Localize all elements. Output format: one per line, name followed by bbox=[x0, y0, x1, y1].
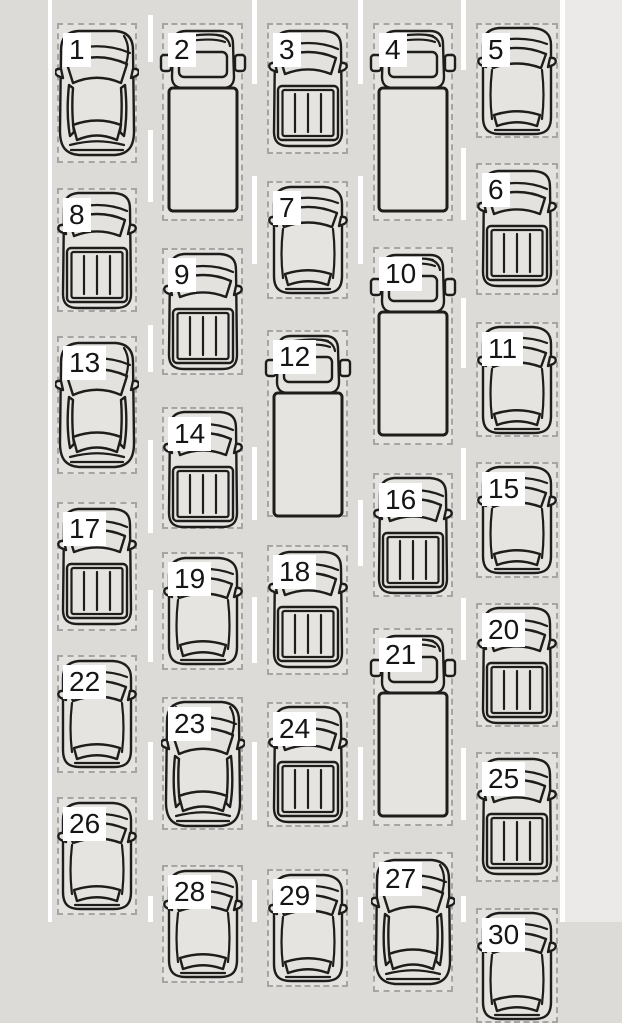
space-number-label: 11 bbox=[482, 332, 523, 366]
parking-space-2[interactable] bbox=[162, 23, 243, 221]
parking-space-28[interactable] bbox=[162, 865, 243, 983]
space-number-label: 9 bbox=[168, 258, 196, 292]
space-number-label: 26 bbox=[63, 807, 106, 841]
space-number-label: 28 bbox=[168, 875, 211, 909]
lane-dash bbox=[358, 176, 363, 264]
lane-dash bbox=[148, 15, 153, 62]
parking-space-25[interactable] bbox=[476, 752, 558, 882]
parking-space-19[interactable] bbox=[162, 552, 243, 670]
parking-space-20[interactable] bbox=[476, 603, 558, 727]
lane-dash bbox=[252, 597, 257, 663]
parking-space-30[interactable] bbox=[476, 908, 558, 1023]
space-number-label: 27 bbox=[379, 862, 422, 896]
parking-space-1[interactable] bbox=[57, 23, 137, 163]
lane-dash bbox=[461, 0, 466, 70]
parking-space-10[interactable] bbox=[373, 247, 453, 445]
lane-dash bbox=[358, 897, 363, 922]
space-number-label: 25 bbox=[482, 762, 525, 796]
space-number-label: 19 bbox=[168, 562, 211, 596]
space-number-label: 6 bbox=[482, 173, 510, 207]
space-number-label: 22 bbox=[63, 665, 106, 699]
space-number-label: 20 bbox=[482, 613, 525, 647]
space-number-label: 21 bbox=[379, 638, 422, 672]
lane-dash bbox=[252, 447, 257, 520]
parking-space-7[interactable] bbox=[267, 181, 348, 299]
lane-dash bbox=[461, 896, 466, 922]
parking-space-14[interactable] bbox=[162, 407, 243, 529]
lane-dash bbox=[461, 148, 466, 220]
space-number-label: 4 bbox=[379, 33, 407, 67]
lane-dash bbox=[252, 176, 257, 264]
space-number-label: 14 bbox=[168, 417, 211, 451]
lane-dash bbox=[148, 325, 153, 372]
space-number-label: 30 bbox=[482, 918, 525, 952]
parking-space-12[interactable] bbox=[267, 330, 348, 517]
lane-boundary-line-left bbox=[48, 0, 52, 922]
space-number-label: 15 bbox=[482, 472, 525, 506]
lane-dash bbox=[148, 440, 153, 533]
parking-space-16[interactable] bbox=[373, 473, 453, 597]
parking-space-23[interactable] bbox=[162, 697, 243, 830]
parking-space-17[interactable] bbox=[57, 502, 137, 631]
space-number-label: 17 bbox=[63, 512, 106, 546]
parking-space-4[interactable] bbox=[373, 23, 453, 221]
parking-space-5[interactable] bbox=[476, 23, 558, 138]
space-number-label: 2 bbox=[168, 33, 196, 67]
lane-dash bbox=[148, 130, 153, 202]
space-number-label: 7 bbox=[273, 191, 301, 225]
lane-dash bbox=[252, 742, 257, 820]
space-number-label: 5 bbox=[482, 33, 510, 67]
space-number-label: 16 bbox=[379, 483, 422, 517]
lane-dash bbox=[461, 598, 466, 660]
lane-dash bbox=[461, 748, 466, 820]
lane-dash bbox=[148, 590, 153, 662]
lane-dash bbox=[358, 0, 363, 84]
space-number-label: 13 bbox=[63, 346, 106, 380]
lane-dash bbox=[461, 448, 466, 520]
parking-space-3[interactable] bbox=[267, 23, 348, 154]
parking-space-26[interactable] bbox=[57, 797, 137, 915]
lane-dash bbox=[252, 880, 257, 922]
lane-dash bbox=[252, 0, 257, 84]
walkway-band bbox=[565, 0, 622, 922]
parking-space-9[interactable] bbox=[162, 248, 243, 375]
parking-space-27[interactable] bbox=[373, 852, 453, 992]
parking-space-11[interactable] bbox=[476, 322, 558, 437]
space-number-label: 12 bbox=[273, 340, 316, 374]
parking-space-15[interactable] bbox=[476, 462, 558, 578]
parking-space-24[interactable] bbox=[267, 702, 348, 827]
space-number-label: 3 bbox=[273, 33, 301, 67]
lane-dash bbox=[461, 298, 466, 368]
space-number-label: 18 bbox=[273, 555, 316, 589]
space-number-label: 10 bbox=[379, 257, 422, 291]
lane-dash bbox=[148, 742, 153, 820]
parking-space-22[interactable] bbox=[57, 655, 137, 773]
parking-space-13[interactable] bbox=[57, 336, 137, 474]
space-number-label: 23 bbox=[168, 707, 211, 741]
lane-dash bbox=[358, 747, 363, 820]
lane-boundary-line-right bbox=[560, 0, 565, 922]
parking-space-29[interactable] bbox=[267, 869, 348, 987]
lane-dash bbox=[358, 500, 363, 566]
space-number-label: 24 bbox=[273, 712, 316, 746]
parking-space-8[interactable] bbox=[57, 188, 137, 312]
space-number-label: 1 bbox=[63, 33, 91, 67]
parking-space-21[interactable] bbox=[373, 628, 453, 826]
parking-space-18[interactable] bbox=[267, 545, 348, 675]
parking-space-6[interactable] bbox=[476, 163, 558, 295]
space-number-label: 8 bbox=[63, 198, 91, 232]
space-number-label: 29 bbox=[273, 879, 316, 913]
lane-dash bbox=[148, 896, 153, 922]
